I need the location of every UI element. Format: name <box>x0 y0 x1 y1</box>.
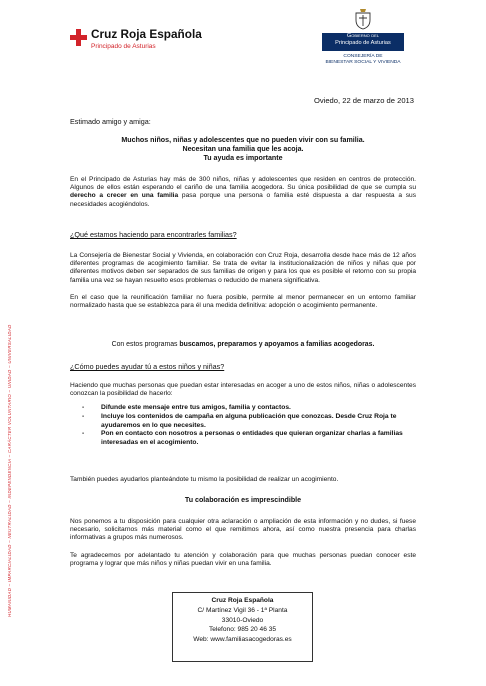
paragraph-programs: La Consejería de Bienestar Social y Vivienda, en colaboración con Cruz Roja, desarrolla desde hace más de 12 años diferentes programas de acogimiento familiar. Se trata de evitar la institucionalización de niños y niñas que por diferentes motivos deben ser separados de sus familias de origen y para los que es posible el retorno con su propia familia una vez se hayan resuelto esos problemas o reducido de manera significativa. <box>70 252 416 284</box>
question-heading-2: ¿Cómo puedes ayudar tú a estos niños y niñas? <box>70 362 225 371</box>
contact-city: 33010-Oviedo <box>221 616 264 624</box>
intro-text-bold: derecho a crecer en una familia <box>70 192 179 200</box>
paragraph-reunification: En el caso que la reunificación familiar no fuera posible, permite al menor permanecer en un entorno familiar normalizado hasta que se establezca para él una medida definitiva: adopción o acogimiento permanente. <box>70 294 416 310</box>
help-list <box>70 404 416 448</box>
letter-date: Oviedo, 22 de marzo de 2013 <box>313 96 414 105</box>
government-name-box <box>322 33 404 51</box>
gov-line-2: Principado de Asturias <box>335 39 391 46</box>
paragraph-programs-summary <box>70 341 416 348</box>
red-cross-icon <box>70 29 87 46</box>
summary-text: Con estos programas <box>111 341 180 348</box>
summary-text-bold: buscamos, preparamos y apoyamos a familias acogedoras. <box>179 341 375 348</box>
intro-text-2: pasa porque una persona o familia esté dispuesta a dar respuesta a sus necesidades acogiéndolos. <box>70 192 416 208</box>
list-item: - Difunde este mensaje entre tus amigos, familia y contactos. <box>70 404 416 413</box>
paragraph-intro <box>70 176 416 209</box>
contact-address: C/ Martínez Vigil 36 - 1ª Planta <box>197 606 288 614</box>
org-subtitle: Principado de Asturias <box>91 43 156 50</box>
headline-line-2: Necesitan una familia que les acoja. <box>182 145 304 154</box>
contact-box <box>172 592 313 662</box>
gov-dept-line-1: CONSEJERÍA DE <box>343 54 383 59</box>
paragraph-thanks: Te agradecemos por adelantado tu atención y colaboración para que muchas personas puedan conocer este programa y lograr que más niños y niñas puedan vivir en una familia. <box>70 552 416 568</box>
paragraph-how-help: Haciendo que muchas personas que puedan estar interesadas en acoger a uno de estos niños, niñas o adolescentes conozcan la posibilidad de hacerlo: <box>70 382 416 398</box>
gov-line-1: Gobierno del <box>346 33 380 39</box>
list-item: - Incluye los contenidos de campaña en alguna publicación que conozcas. Desde Cruz Roja te ayudaremos en lo que necesites. <box>70 413 416 431</box>
paragraph-availability: Nos ponemos a tu disposición para cualquier otra aclaración o ampliación de esta información y no dudes, si fuese necesario, solicitarnos más material como el que remitimos ahora, así como nuestra presencia para charlas informativas a grupos más numerosos. <box>70 518 416 542</box>
government-logo <box>318 8 408 70</box>
contact-phone: Telefono: 985 20 46 35 <box>208 626 277 634</box>
org-name: Cruz Roja Española <box>91 27 202 41</box>
paragraph-self-help: También puedes ayudarlos planteándote tu mismo la posibilidad de realizar un acogimiento. <box>70 476 339 483</box>
gov-dept-line-2: BIENESTAR SOCIAL Y VIVIENDA <box>325 60 401 65</box>
headline-line-1: Muchos niños, niñas y adolescentes que no pueden vivir con su familia. <box>121 136 365 144</box>
contact-web: Web: www.familiasacogedoras.es <box>193 636 292 644</box>
headline-line-3: Tu ayuda es importante <box>203 154 283 163</box>
coat-of-arms-icon <box>354 8 372 30</box>
contact-name: Cruz Roja Española <box>211 597 274 604</box>
intro-text-1: En el Principado de Asturias hay más de 300 niños, niñas y adolescentes que residen en centros de protección. Algunos de ellos están esperando el cariño de una familia acogedora. Su única posibilidad de que se cumpla su <box>70 176 416 192</box>
headline-block <box>70 136 416 164</box>
question-heading-1: ¿Qué estamos haciendo para encontrarles familias? <box>70 230 237 239</box>
letter-greeting: Estimado amigo y amiga: <box>70 117 151 126</box>
list-item: - Pon en contacto con nosotros a personas o entidades que quieran organizar charlas a familias interesadas en el acogimiento. <box>70 430 416 448</box>
collaboration-heading: Tu colaboración es imprescindible <box>184 496 302 504</box>
government-department <box>318 54 408 66</box>
